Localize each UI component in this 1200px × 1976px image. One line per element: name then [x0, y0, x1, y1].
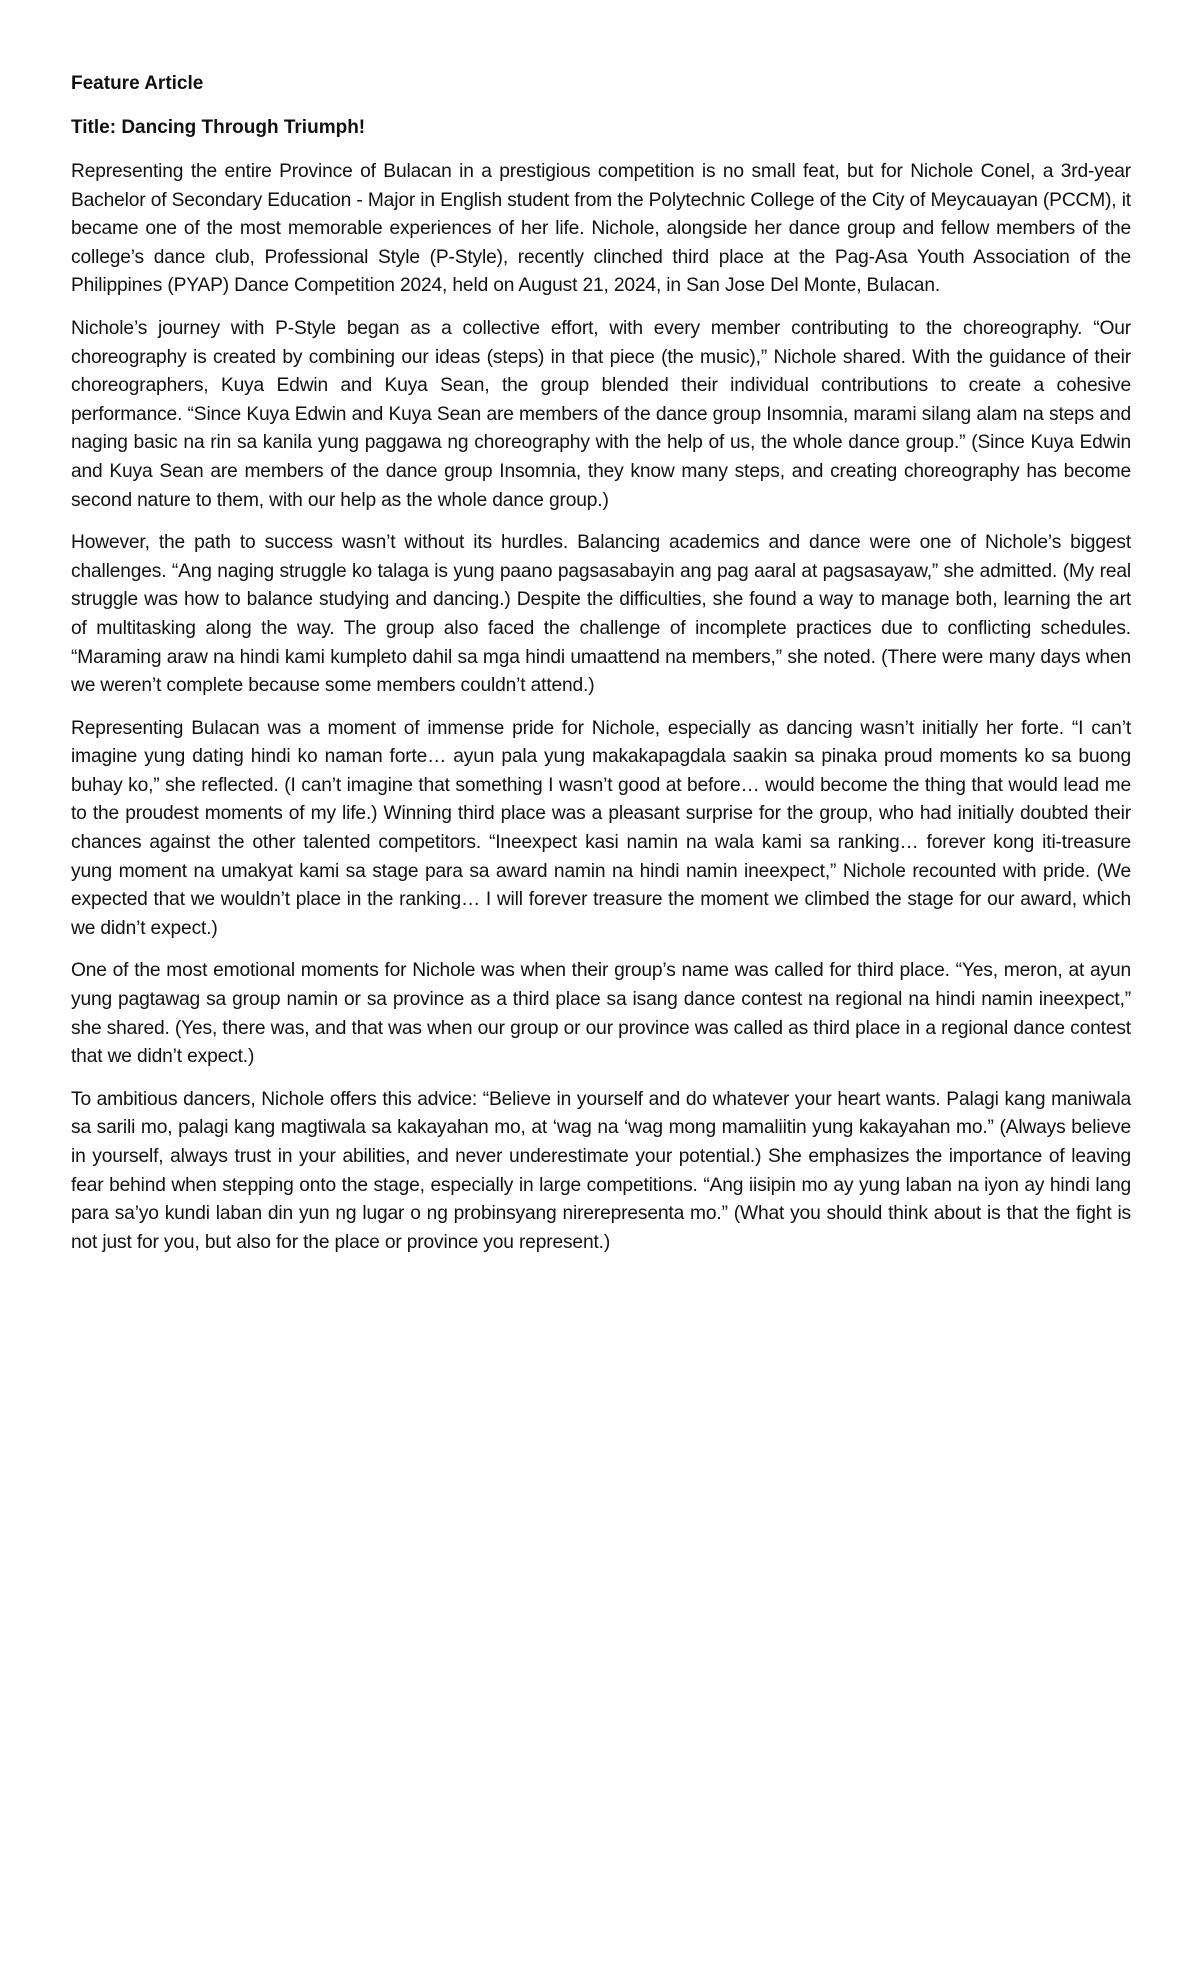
article-title: Title: Dancing Through Triumph!: [71, 117, 366, 138]
paragraph-1: Representing the entire Province of Bulacan in a prestigious competition is no small feat, but for Nichole Conel, a 3rd-year Bachelor of Secondary Education - Major in English student from the Polytechnic College of the City of Meycauayan (PCCM), it became one of the most memorable experiences of her life. Nichole, alongside her dance group and fellow members of the college’s dance club, Professional Style (P-Style), recently clinched third place at the Pag-Asa Youth Association of the Philippines (PYAP) Dance Competition 2024, held on August 21, 2024, in San Jose Del Monte, Bulacan.: [71, 161, 1131, 297]
paragraph-4: Representing Bulacan was a moment of immense pride for Nichole, especially as dancing wasn’t initially her forte. “I can’t imagine yung dating hindi ko naman forte… ayun pala yung makakapagdala saakin sa pinaka proud moments ko sa buong buhay ko,” she reflected. (I can’t imagine that something I wasn’t good at before… would become the thing that would lead me to the proudest moments of my life.) Winning third place was a pleasant surprise for the group, who had initially doubted their chances against the other talented competitors. “Ineexpect kasi namin na wala kami sa ranking… forever kong iti-treasure yung moment na umakyat kami sa stage para sa award namin na hindi namin ineexpect,” Nichole recounted with pride. (We expected that we wouldn’t place in the ranking… I will forever treasure the moment we climbed the stage for our award, which we didn’t expect.): [71, 717, 1131, 939]
paragraph-6: To ambitious dancers, Nichole offers this advice: “Believe in yourself and do whatever your heart wants. Palagi kang maniwala sa sarili mo, palagi kang magtiwala sa kakayahan mo, at ‘wag na ‘wag mong mamaliitin yung kakayahan mo.” (Always believe in yourself, always trust in your abilities, and never underestimate your potential.) She emphasizes the importance of leaving fear behind when stepping onto the stage, especially in large competitions. “Ang iisipin mo ay yung laban na iyon ay hindi lang para sa’yo kundi laban din yun ng lugar o ng probinsyang nirerepresenta mo.” (What you should think about is that the fight is not just for you, but also for the place or province you represent.): [71, 1088, 1131, 1253]
section-label: Feature Article: [71, 73, 204, 94]
document-page: [71, 70, 1131, 1271]
paragraph-2: Nichole’s journey with P-Style began as a collective effort, with every member contributing to the choreography. “Our choreography is created by combining our ideas (steps) in that piece (the music),” Nichole shared. With the guidance of their choreographers, Kuya Edwin and Kuya Sean, the group blended their individual contributions to create a cohesive performance. “Since Kuya Edwin and Kuya Sean are members of the dance group Insomnia, marami silang alam na steps and naging basic na rin sa kanila yung paggawa ng choreography with the help of us, the whole dance group.” (Since Kuya Edwin and Kuya Sean are members of the dance group Insomnia, they know many steps, and creating choreography has become second nature to them, with our help as the whole dance group.): [71, 317, 1131, 511]
paragraph-3: However, the path to success wasn’t without its hurdles. Balancing academics and dance were one of Nichole’s biggest challenges. “Ang naging struggle ko talaga is yung paano pagsasabayin ang pag aaral at pagsasayaw,” she admitted. (My real struggle was how to balance studying and dancing.) Despite the difficulties, she found a way to manage both, learning the art of multitasking along the way. The group also faced the challenge of incomplete practices due to conflicting schedules. “Maraming araw na hindi kami kumpleto dahil sa mga hindi umaattend na members,” she noted. (There were many days when we weren’t complete because some members couldn’t attend.): [71, 532, 1131, 697]
paragraph-5: One of the most emotional moments for Nichole was when their group’s name was called for third place. “Yes, meron, at ayun yung pagtawag sa group namin or sa province as a third place sa isang dance contest na regional na hindi namin ineexpect,” she shared. (Yes, there was, and that was when our group or our province was called as third place in a regional dance contest that we didn’t expect.): [71, 960, 1131, 1068]
